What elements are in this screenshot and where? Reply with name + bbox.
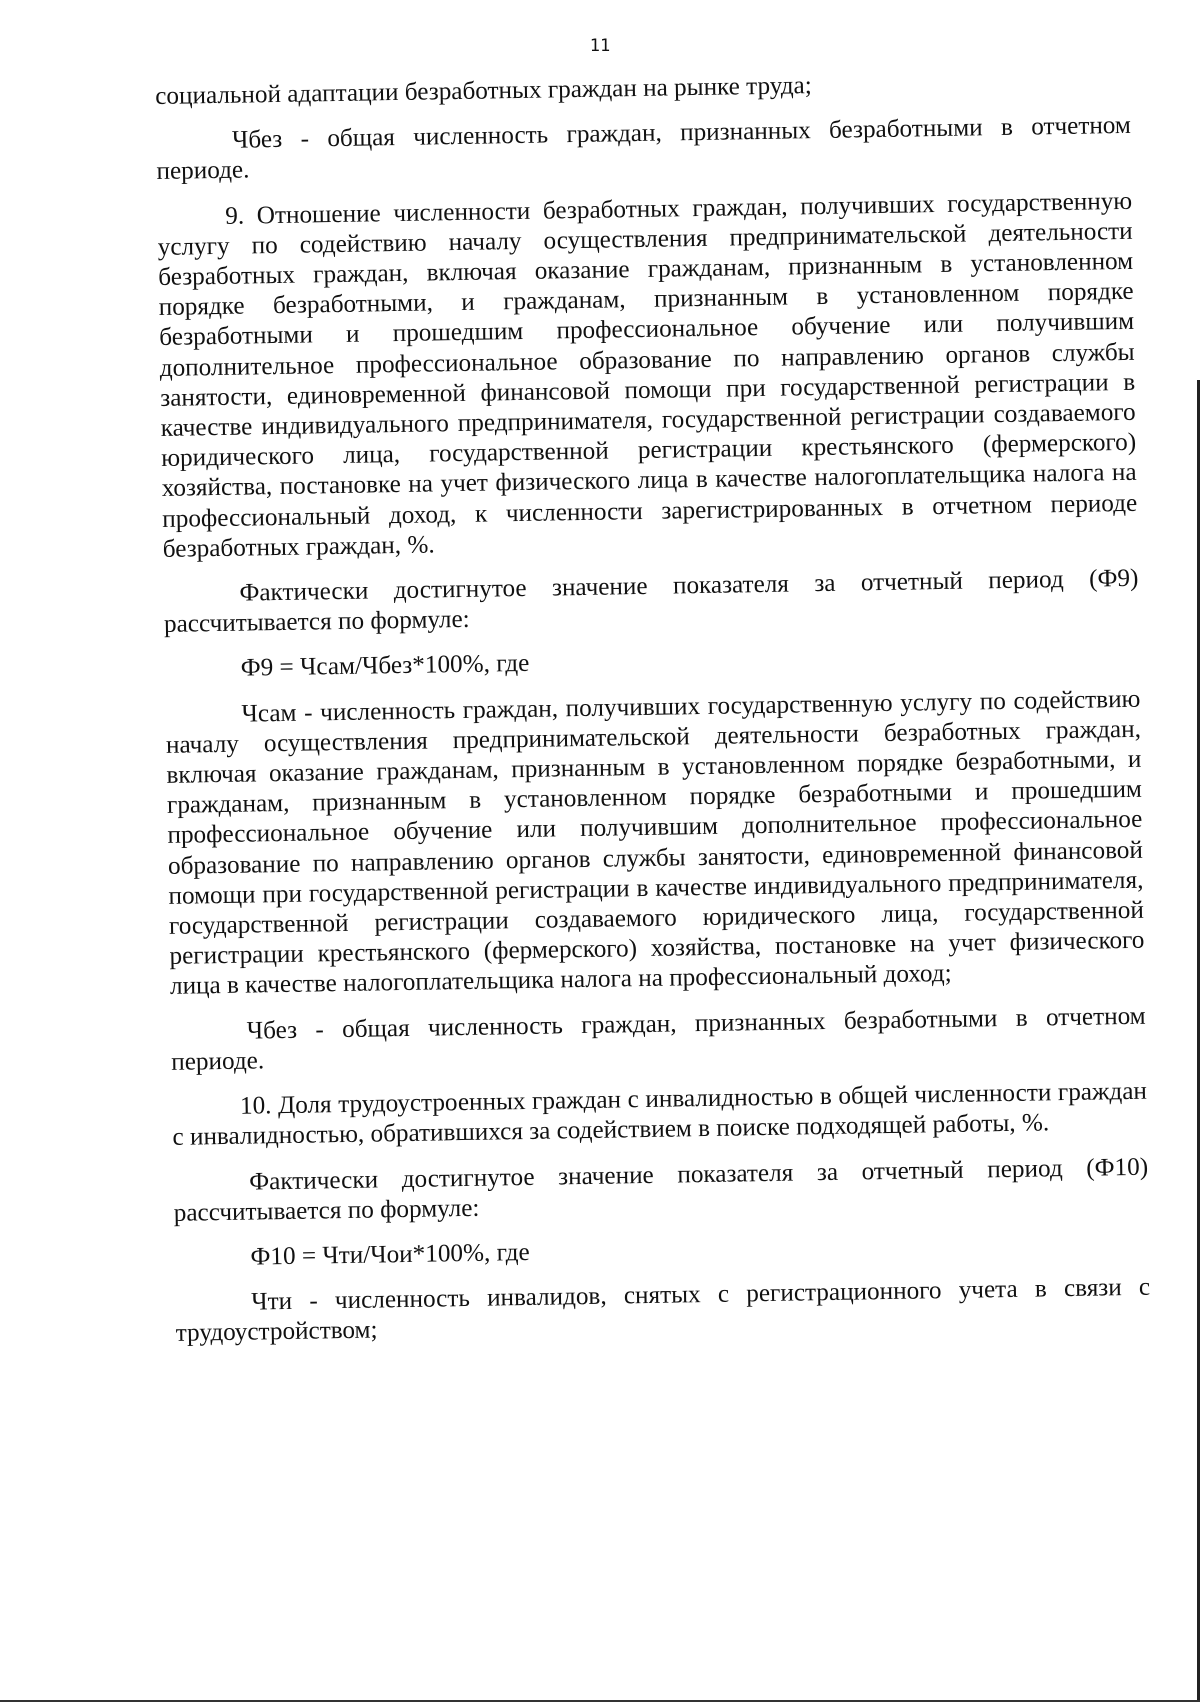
paragraph-chti-definition: Чти - численность инвалидов, снятых с регистрационного учета в связи с трудоустройством; <box>175 1273 1151 1348</box>
paragraph-f10-intro: Фактически достигнутое значение показателя за отчетный период (Ф10) рассчитывается по формуле: <box>173 1153 1149 1227</box>
paragraph-f9-intro: Фактически достигнутое значение показателя за отчетный период (Ф9) рассчитывается по формуле: <box>163 564 1139 639</box>
document-body <box>155 66 1151 1365</box>
paragraph-item-10: 10. Доля трудоустроенных граждан с инвалидностью в общей численности граждан с инвалидностью, обратившихся за содействием в поиске подходящей работы, %. <box>172 1077 1148 1152</box>
paragraph-chbez-definition-2: Чбез - общая численность граждан, признанных безработными в отчетном периоде. <box>171 1002 1146 1076</box>
formula-f9: Ф9 = Чсам/Чбез*100%, где <box>240 650 530 683</box>
paragraph-adaptation-end: социальной адаптации безработных граждан на рынке труда; <box>155 72 812 110</box>
formula-f10: Ф10 = Чти/Чои*100%, где <box>250 1238 530 1271</box>
paragraph-item-9: 9. Отношение численности безработных граждан, получивших государственную услугу по содействию началу осуществления предпринимательской деятельности безработных граждан, включая оказание гражданам, признанным в установленном порядке безработными, и гражданам, признанным в установленном порядке безработными и прошедшим профессиональное обучение или получившим дополнительное профессиональное образование по направлению органов службы занятости, единовременной финансовой помощи при государственной регистрации в качестве индивидуального предпринимателя, государственной регистрации создаваемого юридического лица, государственной регистрации крестьянского (фермерского) хозяйства, постановке на учет физического лица в качестве налогоплательщика налога на профессиональный доход, к численности зарегистрированных в отчетном периоде безработных граждан, %. <box>157 187 1138 563</box>
paragraph-chsam-definition: Чсам - численность граждан, получивших государственную услугу по содействию началу осуществления предпринимательской деятельности безработных граждан, включая оказание гражданам, признанным в установленном порядке безработными, и гражданам, признанным в установленном порядке безработными и прошедшим профессиональное обучение или получившим дополнительное профессиональное образование по направлению органов службы занятости, единовременной финансовой помощи при государственной регистрации в качестве индивидуального предпринимателя, государственной регистрации создаваемого юридического лица, государственной регистрации крестьянского (фермерского) хозяйства, постановке на учет физического лица в качестве налогоплательщика налога на профессиональный доход; <box>165 685 1145 1001</box>
page-number: 11 <box>589 36 611 56</box>
paragraph-chbez-definition: Чбез - общая численность граждан, признанных безработными в отчетном периоде. <box>156 112 1132 186</box>
